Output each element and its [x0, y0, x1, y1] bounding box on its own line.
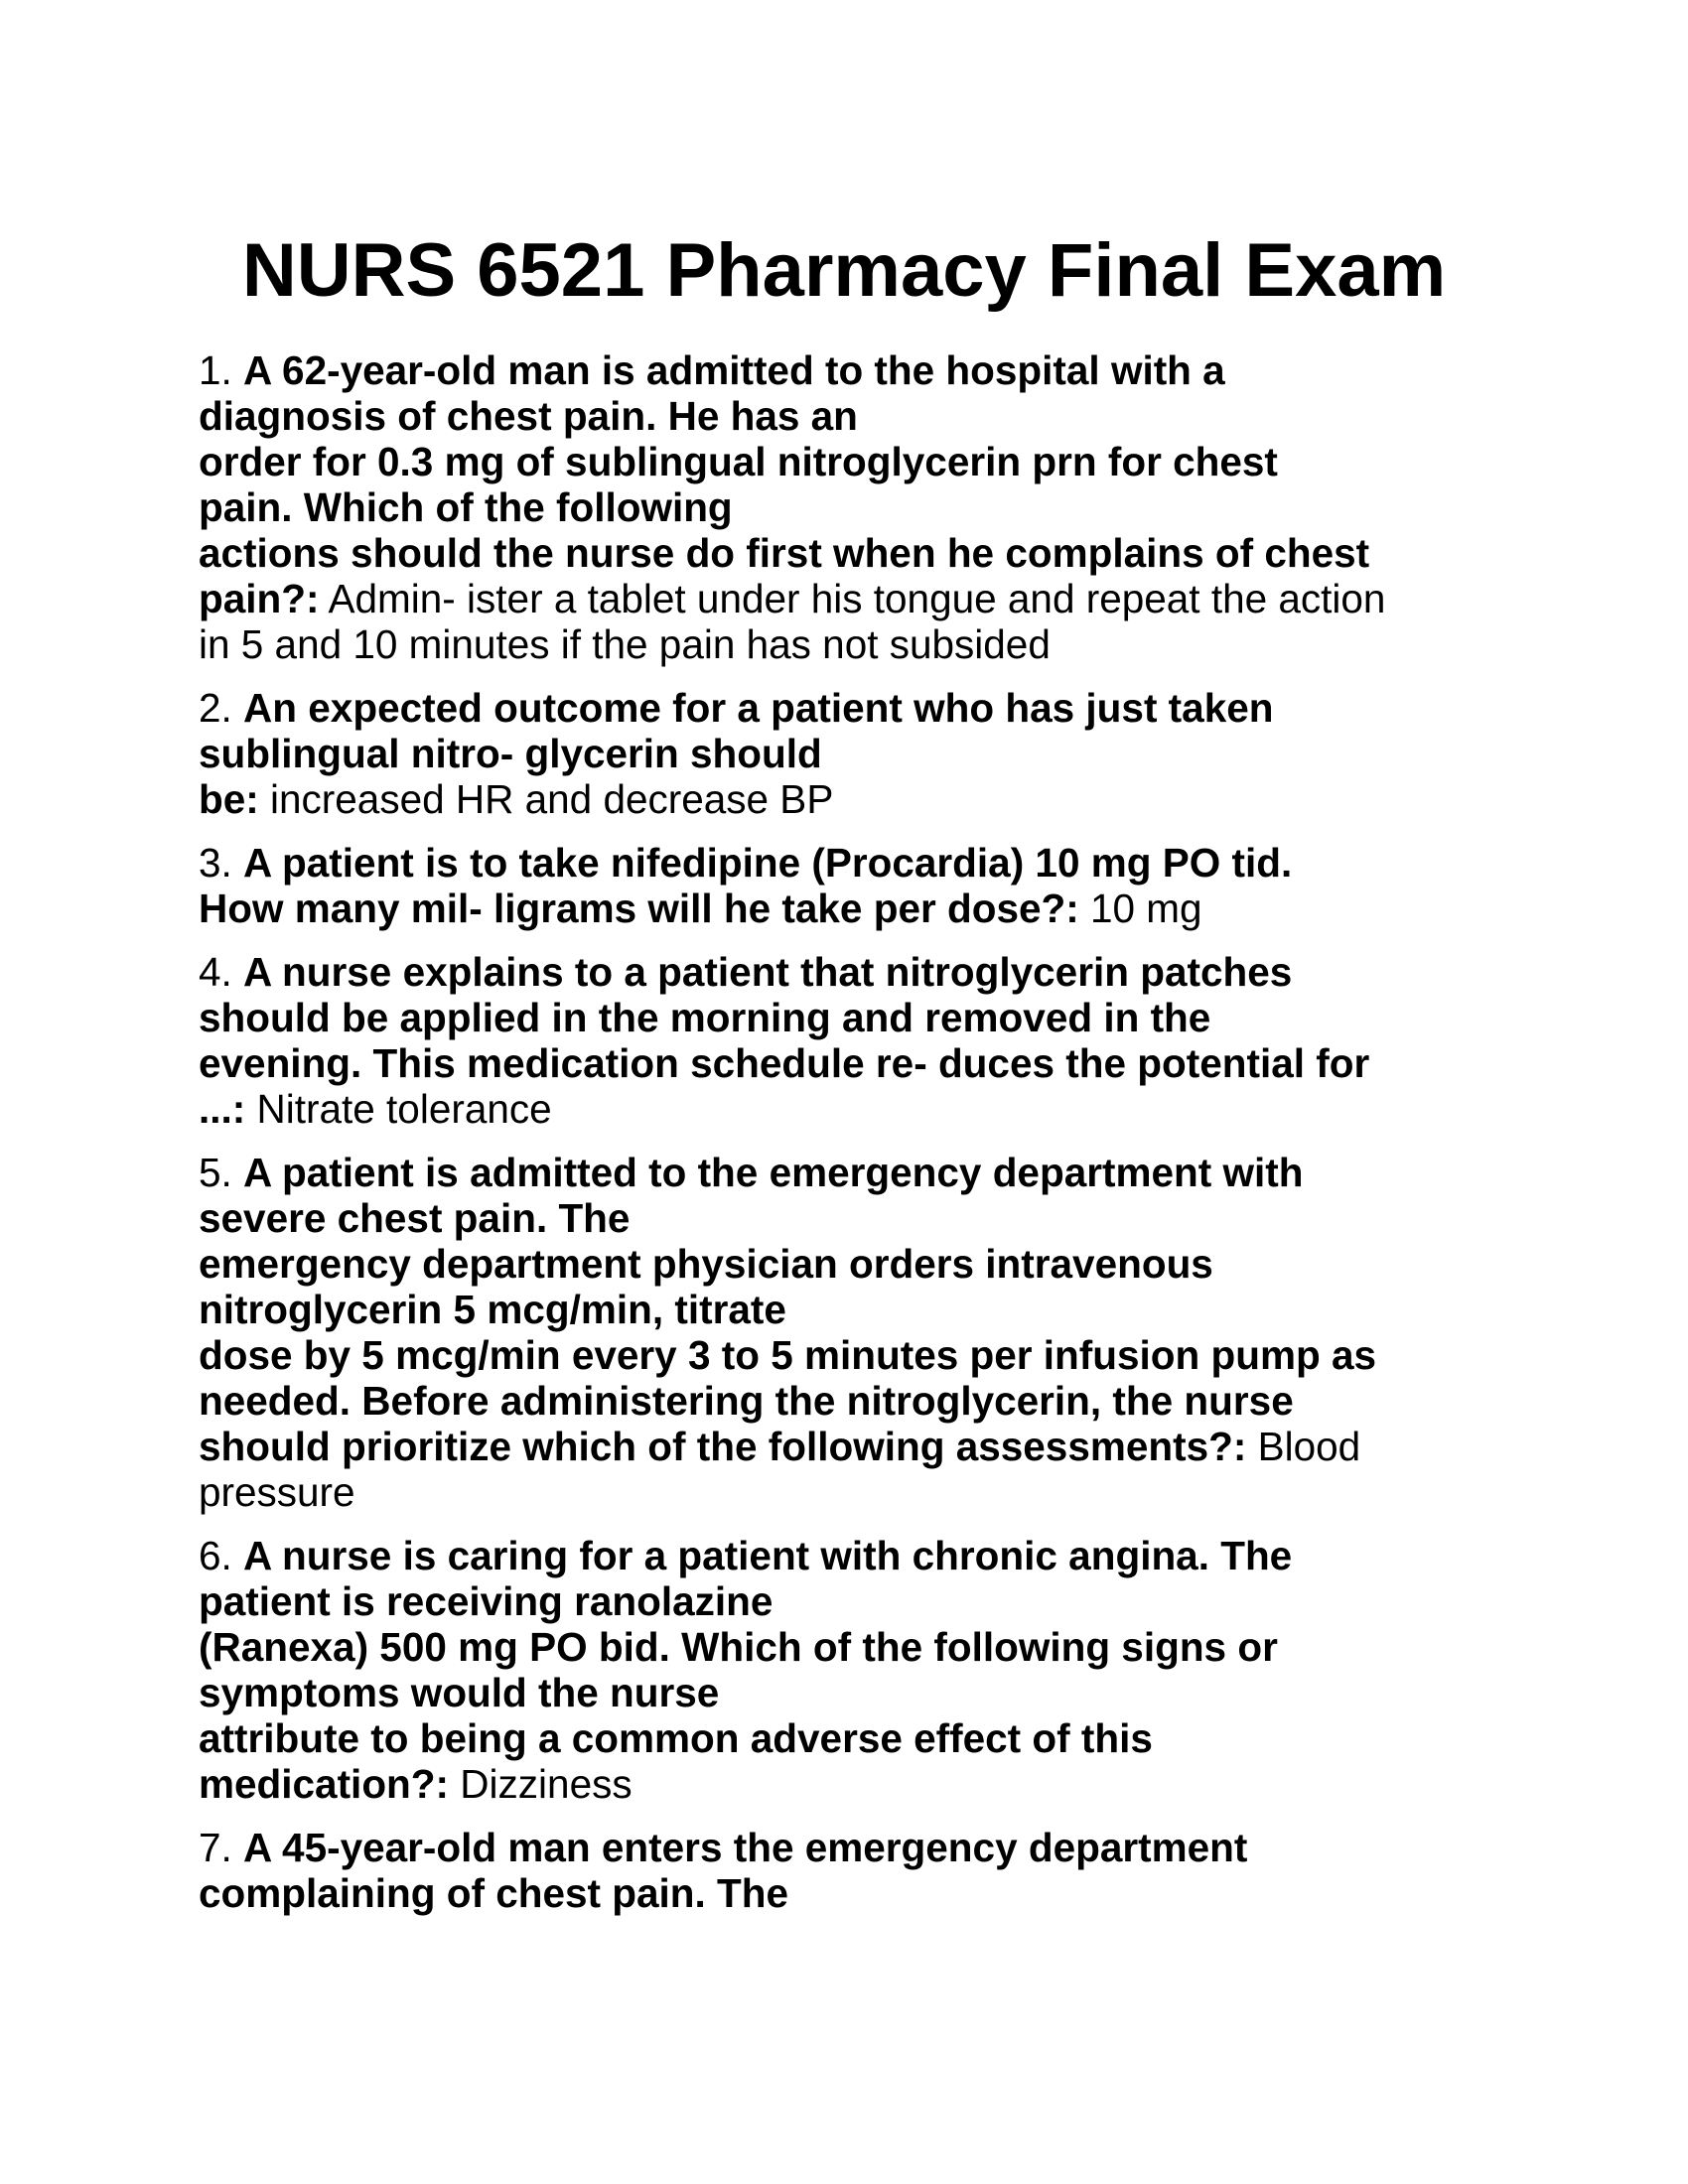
- question-text: How many mil- ligrams will he take per dose?:: [199, 886, 1079, 931]
- question-text: pain. Which of the following: [199, 484, 733, 530]
- question-text: ...:: [199, 1086, 246, 1132]
- text-line: [199, 1825, 1519, 1870]
- answer-text: 10 mg: [1090, 886, 1202, 931]
- question-text: pain?:: [199, 576, 320, 621]
- question-text: emergency department physician orders intravenous: [199, 1241, 1213, 1287]
- question-item: [199, 840, 1519, 931]
- text-line: [199, 576, 1519, 621]
- question-number: 1.: [199, 347, 232, 393]
- question-number: 2.: [199, 685, 232, 731]
- question-list: [199, 347, 1519, 1934]
- question-item: [199, 1150, 1519, 1515]
- answer-text: in 5 and 10 minutes if the pain has not subsided: [199, 621, 1051, 667]
- answer-text: pressure: [199, 1469, 355, 1515]
- question-text: severe chest pain. The: [199, 1195, 631, 1241]
- answer-text: increased HR and decrease BP: [270, 776, 834, 822]
- answer-text: Admin- ister a tablet under his tongue and repeat the action: [328, 576, 1386, 621]
- question-text: evening. This medication schedule re- duces the potential for: [199, 1040, 1370, 1086]
- text-line: [199, 949, 1519, 995]
- text-line: [199, 1086, 1519, 1132]
- question-text: attribute to being a common adverse effect of this: [199, 1715, 1153, 1761]
- question-text: A patient is admitted to the emergency department with: [243, 1150, 1304, 1195]
- question-text: needed. Before administering the nitroglycerin, the nurse: [199, 1378, 1294, 1424]
- question-text: A 45-year-old man enters the emergency department: [243, 1825, 1248, 1870]
- question-text: should be applied in the morning and removed in the: [199, 995, 1211, 1040]
- question-item: [199, 1533, 1519, 1807]
- text-line: [199, 347, 1519, 393]
- question-text: (Ranexa) 500 mg PO bid. Which of the following signs or: [199, 1624, 1278, 1670]
- question-text: A patient is to take nifedipine (Procardia) 10 mg PO tid.: [243, 840, 1293, 886]
- question-text: sublingual nitro- glycerin should: [199, 731, 822, 776]
- text-line: [199, 1150, 1519, 1195]
- question-number: 5.: [199, 1150, 232, 1195]
- text-line: [199, 776, 1519, 822]
- question-item: [199, 1825, 1519, 1916]
- question-text: be:: [199, 776, 259, 822]
- text-line: [199, 1533, 1519, 1578]
- question-item: [199, 347, 1519, 667]
- question-number: 3.: [199, 840, 232, 886]
- text-line: [199, 840, 1519, 886]
- text-line: [199, 886, 1519, 931]
- text-line: [199, 685, 1519, 731]
- question-text: diagnosis of chest pain. He has an: [199, 393, 858, 439]
- question-number: 4.: [199, 949, 232, 995]
- question-text: An expected outcome for a patient who has just taken: [243, 685, 1274, 731]
- question-text: A nurse is caring for a patient with chronic angina. The: [243, 1533, 1293, 1578]
- answer-text: Dizziness: [460, 1761, 633, 1807]
- page-title: NURS 6521 Pharmacy Final Exam: [241, 228, 1447, 313]
- text-line: [199, 1761, 1519, 1807]
- answer-text: Blood: [1257, 1424, 1361, 1469]
- question-item: [199, 685, 1519, 822]
- question-number: 6.: [199, 1533, 232, 1578]
- question-number: 7.: [199, 1825, 232, 1870]
- question-item: [199, 949, 1519, 1132]
- text-line: [199, 1424, 1519, 1469]
- question-text: nitroglycerin 5 mcg/min, titrate: [199, 1287, 786, 1332]
- question-text: A 62-year-old man is admitted to the hospital with a: [243, 347, 1225, 393]
- question-text: medication?:: [199, 1761, 450, 1807]
- answer-text: Nitrate tolerance: [256, 1086, 552, 1132]
- question-text: should prioritize which of the following assessments?:: [199, 1424, 1247, 1469]
- question-text: symptoms would the nurse: [199, 1670, 720, 1715]
- question-text: order for 0.3 mg of sublingual nitroglycerin prn for chest: [199, 439, 1278, 484]
- question-text: dose by 5 mcg/min every 3 to 5 minutes per infusion pump as: [199, 1332, 1377, 1378]
- question-text: A nurse explains to a patient that nitroglycerin patches: [243, 949, 1293, 995]
- question-text: actions should the nurse do first when he complains of chest: [199, 530, 1370, 576]
- question-text: patient is receiving ranolazine: [199, 1578, 774, 1624]
- question-text: complaining of chest pain. The: [199, 1870, 789, 1916]
